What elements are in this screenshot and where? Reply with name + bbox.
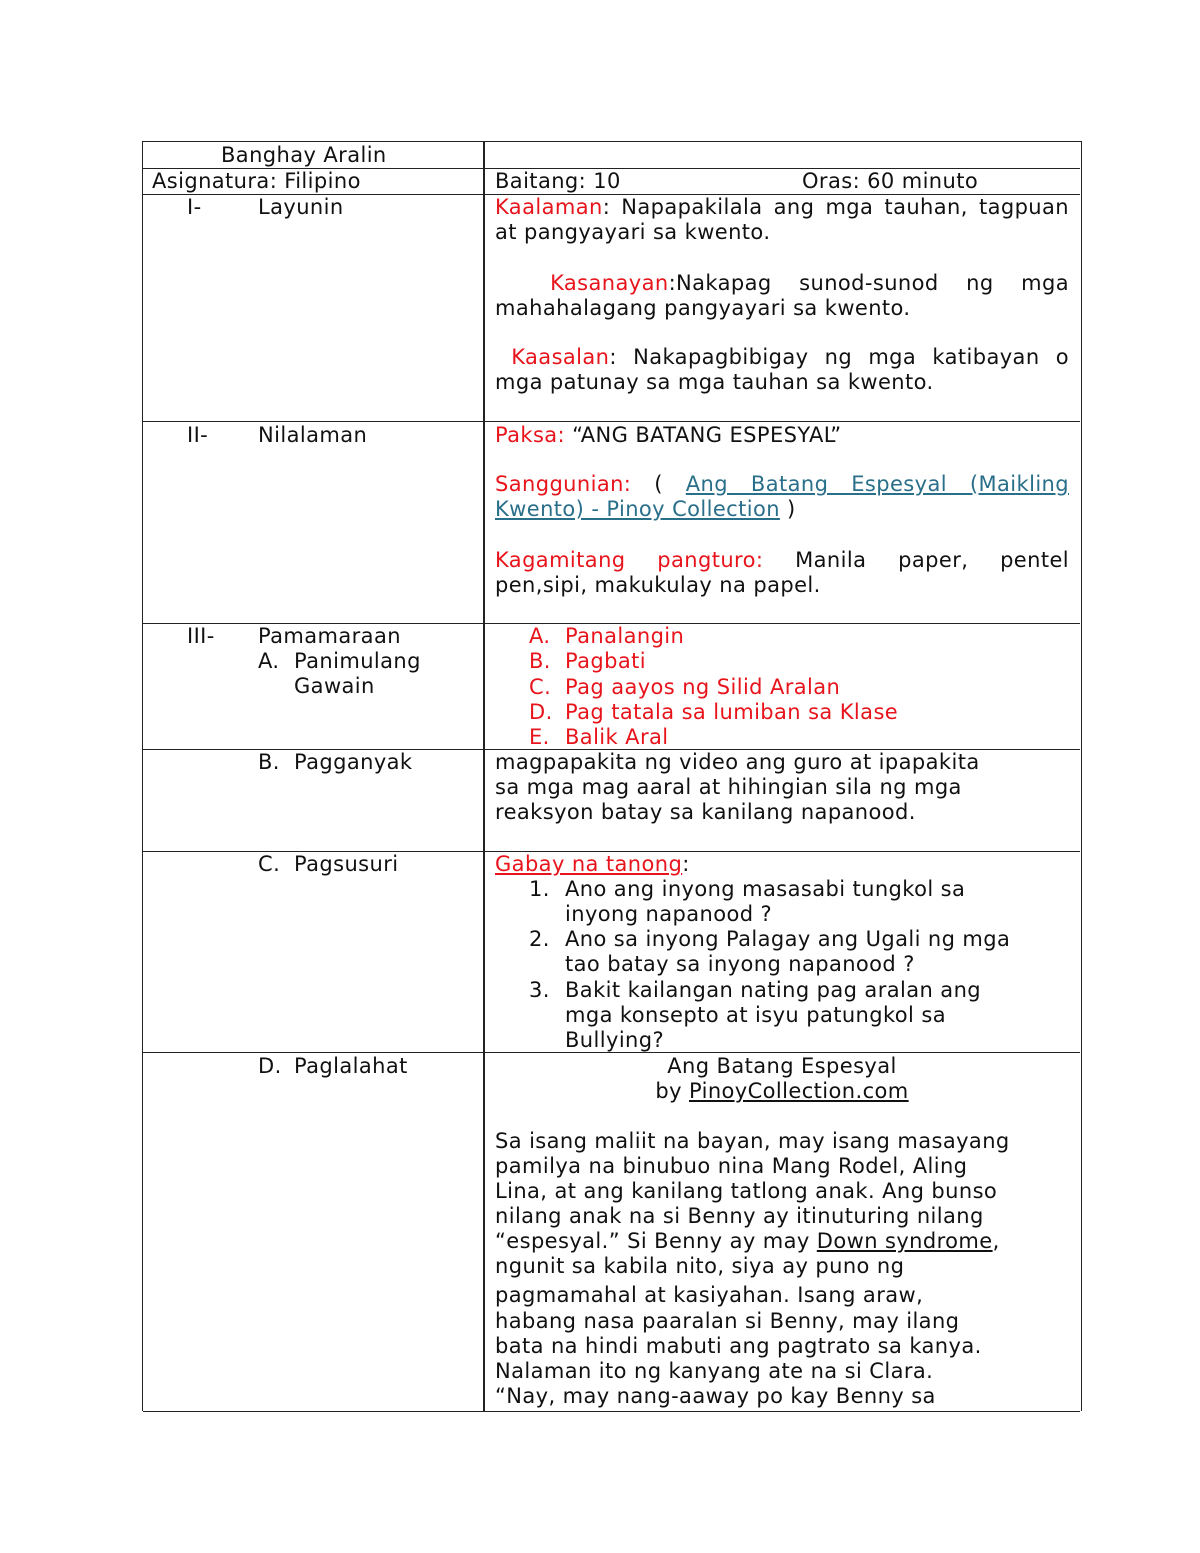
pagganyak-row [143,750,1080,852]
question-line: Bullying? [565,1028,665,1052]
story-line [495,1229,1000,1254]
question-number: 2. [529,927,550,951]
step-letter: E. [529,725,550,749]
pagganyak-text-line: magpapakita ng video ang guro at ipapakita [495,750,980,774]
story-text: “espesyal.” Si Benny ay may [495,1229,810,1253]
subject-label: Asignatura: Filipino [152,169,361,193]
story-line: pagmamahal at kasiyahan. Isang araw, [495,1283,924,1307]
question-line: Bakit kailangan nating pag aralan ang [565,978,982,1002]
time-label: Oras: 60 minuto [802,169,979,193]
step-text: Pag tatala sa lumiban sa Klase [565,700,899,724]
grade-label: Baitang: 10 [495,169,621,193]
layunin-row [143,195,1080,422]
step-text: Panalangin [565,624,685,648]
title-row [143,142,1080,169]
question-line: tao batay sa inyong napanood ? [565,952,915,976]
section-number-i: I- [187,195,202,219]
sanggunian-close-paren: ) [787,497,796,521]
story-line: Nalaman ito ng kanyang ate na si Clara. [495,1359,934,1383]
step-letter: D. [529,700,553,724]
story-line: nilang anak na si Benny ay itinuturing nilang [495,1204,984,1228]
panimulang-letter: A. [258,649,280,673]
story-comma: , [992,1229,1000,1253]
question-number: 1. [529,877,550,901]
paksa-line [495,423,842,448]
sanggunian-open-paren: ( [654,472,663,496]
story-line: “Nay, may nang-aaway po kay Benny sa [495,1384,936,1408]
pagganyak-heading: Pagganyak [294,750,413,774]
kagamitan-text: Manila paper, pentel pen,sipi, makukulay na papel. [495,548,1070,597]
nilalaman-heading: Nilalaman [258,423,368,447]
step-text: Pagbati [565,649,646,673]
story-byline [495,1079,1069,1104]
byline-prefix: by [655,1079,682,1103]
kagamitan-line [495,548,1069,598]
gabay-colon: : [682,852,690,876]
pamamaraan-heading: Pamamaraan [258,624,401,648]
step-text: Pag aayos ng Silid Aralan [565,675,841,699]
story-line: bata na hindi mabuti ang pagtrato sa kanya. [495,1334,982,1358]
paglalahat-row [143,1053,1080,1412]
paksa-label: Paksa: [495,423,566,447]
lesson-plan-table [142,141,1082,1411]
down-syndrome-link[interactable]: Down syndrome [816,1229,993,1253]
pagganyak-text-line: sa mga mag aaral at hihingian sila ng mga [495,775,962,799]
question-line: inyong napanood ? [565,902,773,926]
pamamaraan-row [143,624,1080,750]
step-letter: B. [529,649,551,673]
story-line: pamilya na binubuo nina Mang Rodel, Aling [495,1154,968,1178]
kagamitan-label: Kagamitang pangturo: [495,548,764,572]
step-letter: A. [529,624,551,648]
gabay-heading [495,852,690,877]
document-title: Banghay Aralin [221,143,387,167]
sanggunian-link[interactable]: Ang Batang Espesyal (Maikling Kwento) - Pinoy Collection [495,472,1069,521]
sanggunian-label: Sanggunian: [495,472,632,496]
pagsusuri-row [143,852,1080,1053]
pagsusuri-letter: C. [258,852,281,876]
pagsusuri-heading: Pagsusuri [294,852,399,876]
panimulang-steps-list [495,624,1071,749]
question-number: 3. [529,978,550,1002]
paglalahat-letter: D. [258,1054,282,1078]
kaasalan-text: Nakapagbibigay ng mga katibayan o mga patunay sa mga tauhan sa kwento. [495,345,1069,394]
kaalaman-objective: Kaalaman: Napapakilala ang mga tauhan, tagpuan at pangyayari sa kwento. [495,195,1069,244]
paksa-text: “ANG BATANG ESPESYAL” [572,423,842,447]
pagganyak-text-line: reaksyon batay sa kanilang napanood. [495,800,916,824]
paglalahat-heading: Paglalahat [294,1054,408,1078]
subject-row [143,169,1080,195]
kasanayan-label: Kasanayan [550,271,669,295]
pagganyak-letter: B. [258,750,280,774]
kaalaman-text: Napapakilala ang mga tauhan, tagpuan at pangyayari sa kwento. [495,195,1069,244]
kaasalan-label: Kaasalan [511,345,610,369]
byline-link[interactable]: PinoyCollection.com [689,1079,909,1103]
story-line: habang nasa paaralan si Benny, may ilang [495,1309,960,1333]
kasanayan-objective: Kasanayan:Nakapag sunod-sunod ng mga mahahalagang pangyayari sa kwento. [495,271,1069,320]
gabay-label: Gabay na tanong [495,852,683,876]
kaalaman-label: Kaalaman [495,195,603,219]
story-title: Ang Batang Espesyal [667,1054,897,1078]
panimulang-line1: Panimulang [294,649,421,673]
step-text: Balik Aral [565,725,669,749]
section-number-iii: III- [187,624,215,648]
story-line: ngunit sa kabila nito, siya ay puno ng [495,1254,905,1278]
kaasalan-objective: Kaasalan: Nakapagbibigay ng mga katibayan o mga patunay sa mga tauhan sa kwento. [495,345,1069,394]
question-line: mga konsepto at isyu patungkol sa [565,1003,946,1027]
kasanayan-text: Nakapag sunod-sunod ng mga mahahalagang pangyayari sa kwento. [495,271,1069,320]
story-line: Lina, at ang kanilang tatlong anak. Ang bunso [495,1179,998,1203]
sanggunian-line [495,472,1069,522]
step-letter: C. [529,675,552,699]
section-number-ii: II- [187,423,209,447]
panimulang-line2: Gawain [294,674,375,698]
question-line: Ano sa inyong Palagay ang Ugali ng mga [565,927,1011,951]
nilalaman-row [143,422,1080,624]
layunin-heading: Layunin [258,195,344,219]
question-line: Ano ang inyong masasabi tungkol sa [565,877,966,901]
story-line: Sa isang maliit na bayan, may isang masayang [495,1129,1010,1153]
